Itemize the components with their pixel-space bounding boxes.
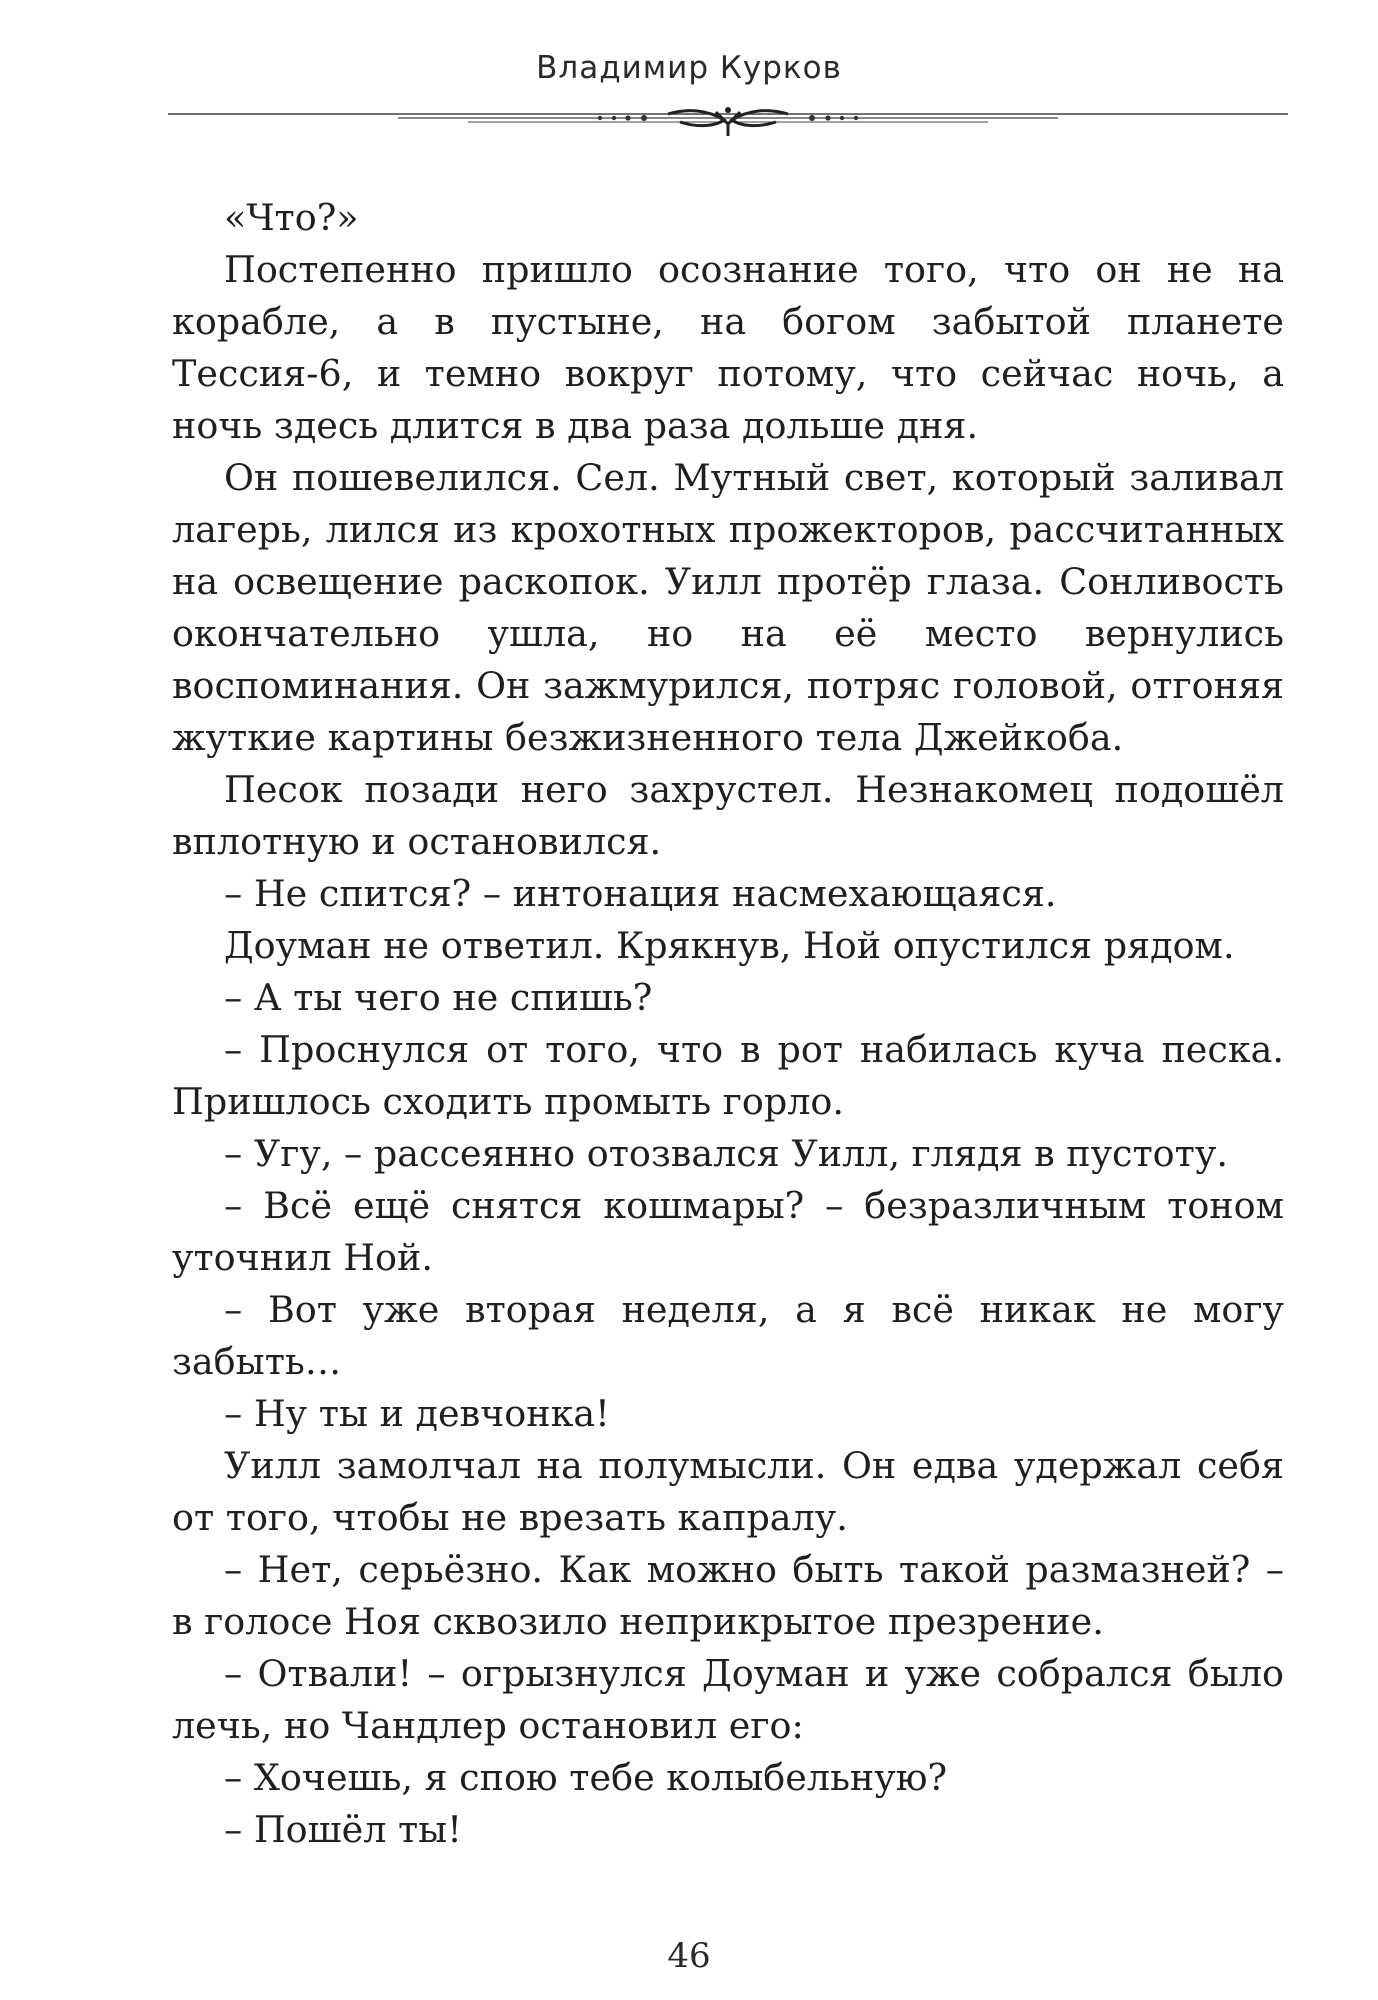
paragraph: – Ну ты и девчонка!: [224, 1392, 610, 1435]
paragraph: Уилл замолчал на полумысли. Он едва удержал себя от того, чтобы не врезать капралу.: [172, 1444, 1284, 1539]
paragraph: Песок позади него захрустел. Незнакомец подошёл вплотную и остановился.: [172, 768, 1284, 863]
paragraph: – Пошёл ты!: [224, 1808, 462, 1851]
body-text: [172, 192, 1284, 1856]
paragraph: Он пошевелился. Сел. Мутный свет, который заливал лагерь, лился из крохотных прожекторов, рассчитанных на освещение раскопок. Уилл протёр глаза. Сонливость окончательно ушла, но на её место вернулись воспоминания. Он зажмурился, потряс головой, отгоняя жуткие картины безжизненного тела Джейкоба.: [172, 456, 1284, 759]
header-ornament: [168, 100, 1288, 140]
paragraph: «Что?»: [224, 196, 359, 239]
running-header-author: Владимир Курков: [536, 50, 842, 86]
paragraph: – Угу, – рассеянно отозвался Уилл, глядя в пустоту.: [224, 1132, 1228, 1175]
paragraph: – Всё ещё снятся кошмары? – безразличным тоном уточнил Ной.: [172, 1184, 1284, 1279]
paragraph: – А ты чего не спишь?: [224, 976, 653, 1019]
paragraph: – Не спится? – интонация насмехающаяся.: [224, 872, 1057, 915]
paragraph: – Отвали! – огрызнулся Доуман и уже собрался было лечь, но Чандлер остановил его:: [172, 1652, 1284, 1747]
page-number: 46: [667, 1936, 711, 1976]
paragraph: – Вот уже вторая неделя, а я всё никак не могу забыть…: [172, 1288, 1284, 1383]
paragraph: – Хочешь, я спою тебе колыбельную?: [224, 1756, 948, 1799]
paragraph: Доуман не ответил. Крякнув, Ной опустился рядом.: [224, 924, 1235, 967]
paragraph: – Нет, серьёзно. Как можно быть такой размазней? – в голосе Ноя сквозило неприкрытое презрение.: [172, 1548, 1284, 1643]
paragraph: Постепенно пришло осознание того, что он не на корабле, а в пустыне, на богом забытой планете Тессия-6, и темно вокруг потому, что сейчас ночь, а ночь здесь длится в два раза дольше дня.: [172, 248, 1284, 447]
paragraph: – Проснулся от того, что в рот набилась куча песка. Пришлось сходить промыть горло.: [172, 1028, 1284, 1123]
